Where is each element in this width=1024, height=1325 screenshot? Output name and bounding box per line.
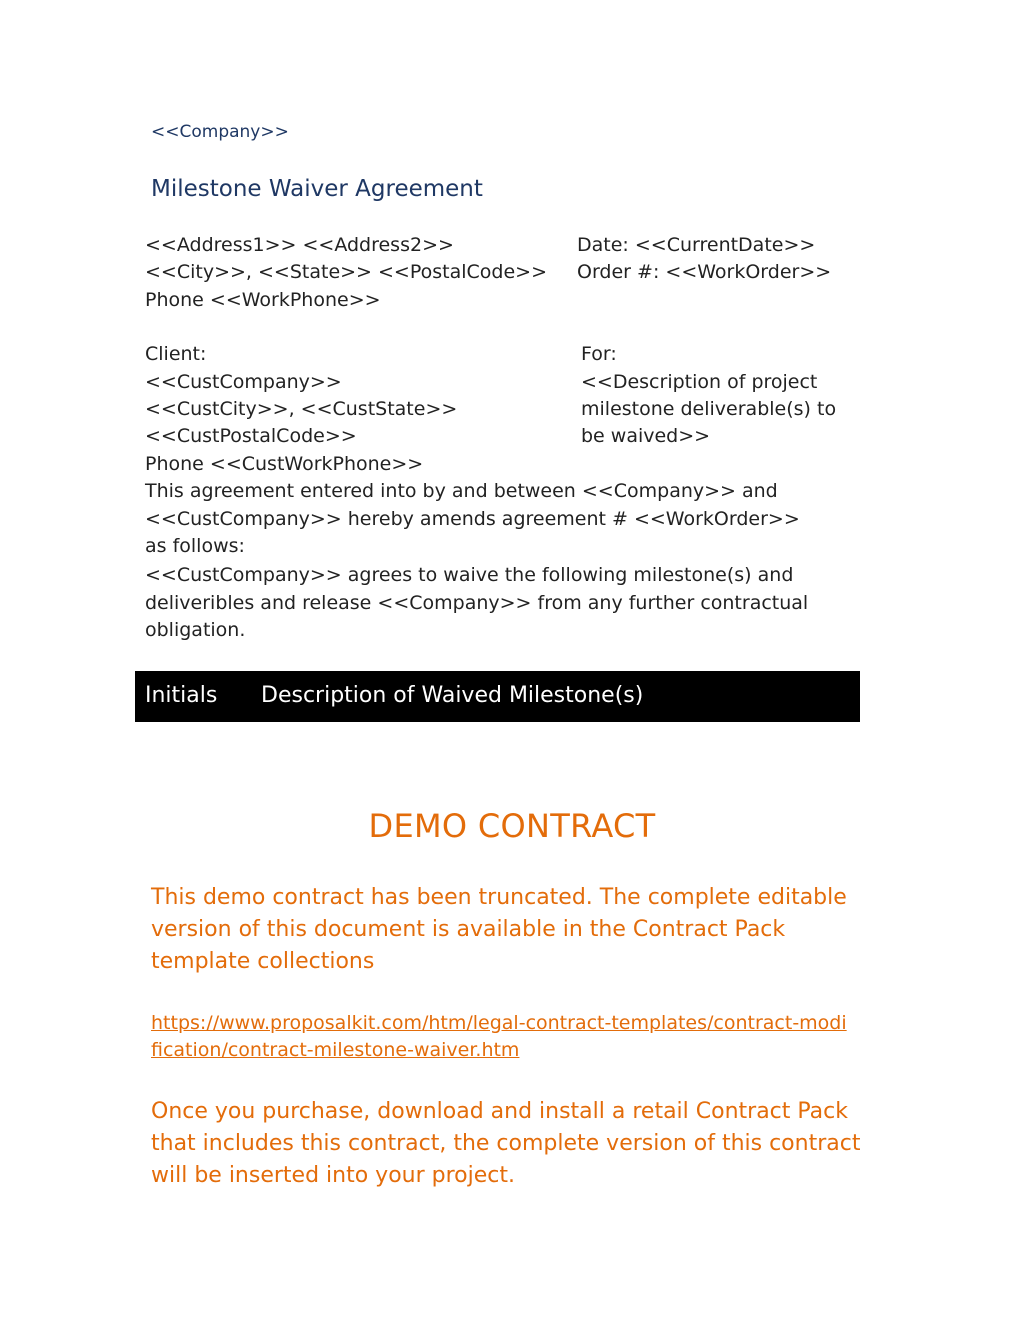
for-description-line: <<Description of project [581,371,818,393]
client-label: Client: [145,343,207,365]
column-header-initials: Initials [145,683,218,708]
waiver-paragraph: <<CustCompany>> agrees to waive the following milestone(s) and deliveribles and release <<Company>> from any further contractual obligation. [145,564,809,641]
agreement-paragraph: This agreement entered into by and between <<Company>> and <<CustCompany>> hereby amends agreement # <<WorkOrder>> as follows: [145,480,800,557]
for-label: For: [581,343,617,365]
client-company: <<CustCompany>> [145,371,342,393]
demo-truncated-notice: This demo contract has been truncated. The complete editable version of this document is available in the Contract Pack template collections [151,885,847,974]
milestone-table-header [135,671,860,722]
document-title: Milestone Waiver Agreement [151,176,483,202]
sender-address-line: <<Address1>> <<Address2>> [145,234,454,256]
date-line: Date: <<CurrentDate>> [577,234,816,256]
for-description-line: milestone deliverable(s) to [581,398,837,420]
client-phone-line: Phone <<CustWorkPhone>> [145,453,424,475]
sender-phone-line: Phone <<WorkPhone>> [145,289,381,311]
contract-pack-link[interactable]: https://www.proposalkit.com/htm/legal-contract-templates/contract-modification/contract-milestone-waiver.htm [151,1012,847,1061]
purchase-notice: Once you purchase, download and install a retail Contract Pack that includes this contract, the complete version of this contract will be inserted into your project. [151,1099,861,1188]
for-description-line: be waived>> [581,425,711,447]
order-number-line: Order #: <<WorkOrder>> [577,261,832,283]
company-placeholder: <<Company>> [151,122,289,142]
sender-city-line: <<City>>, <<State>> <<PostalCode>> [145,261,548,283]
demo-contract-heading: DEMO CONTRACT [368,807,656,845]
client-city-line: <<CustCity>>, <<CustState>> [145,398,458,420]
column-header-description: Description of Waived Milestone(s) [261,683,644,708]
client-postal: <<CustPostalCode>> [145,425,357,447]
